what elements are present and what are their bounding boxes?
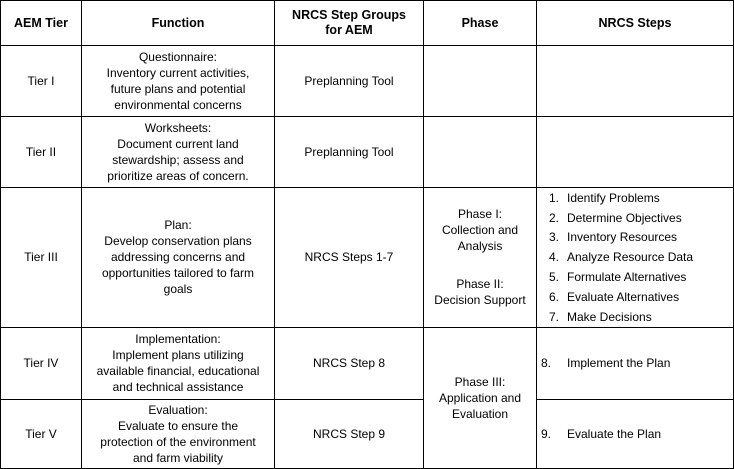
tier-cell: Tier IV	[1, 327, 82, 399]
function-cell	[82, 188, 275, 328]
phase-line: Collection and	[441, 223, 519, 238]
function-line: available financial, educational	[96, 364, 260, 379]
header-step-groups	[275, 1, 424, 46]
list-item	[541, 307, 729, 327]
phase-line: Evaluation	[451, 406, 509, 421]
header-step-groups-line: for AEM	[325, 23, 373, 37]
step-label: Identify Problems	[567, 190, 660, 205]
header-step-groups-line: NRCS Step Groups	[292, 8, 406, 22]
function-line: Document current land	[117, 137, 239, 151]
list-item	[541, 287, 729, 307]
phase-cell-empty	[424, 117, 537, 188]
function-line: opportunities tailored to farm	[101, 266, 255, 281]
function-title: Questionnaire:	[138, 50, 218, 64]
step-9-cell	[537, 399, 734, 468]
phase-line: Application and	[438, 390, 522, 405]
function-title: Worksheets:	[144, 121, 212, 135]
group-cell: NRCS Step 8	[275, 327, 424, 399]
list-item	[541, 267, 729, 287]
function-cell	[82, 46, 275, 117]
tier-cell: Tier V	[1, 399, 82, 468]
step-label: Analyze Resource Data	[567, 250, 694, 265]
phase-cell-1-2	[424, 188, 537, 328]
step-number: 8.	[541, 356, 552, 371]
table-row	[1, 117, 734, 188]
table-row	[1, 327, 734, 399]
function-line: environmental concerns	[114, 98, 242, 112]
function-line: Inventory current activities,	[106, 66, 250, 80]
phase-line: Phase II:	[456, 277, 504, 292]
function-line: stewardship; assess and	[112, 153, 244, 167]
phase-spacer	[428, 254, 532, 276]
group-cell: NRCS Step 9	[275, 399, 424, 468]
step-number: 6.	[548, 289, 559, 304]
header-row	[1, 1, 734, 46]
function-cell	[82, 117, 275, 188]
header-aem-tier: AEM Tier	[1, 1, 82, 46]
function-cell	[82, 399, 275, 468]
function-line: addressing concerns and	[110, 250, 246, 265]
header-phase: Phase	[424, 1, 537, 46]
step-label: Formulate Alternatives	[567, 270, 687, 285]
phase-line: Decision Support	[434, 293, 526, 308]
function-line: and farm viability	[132, 450, 224, 465]
step-number: 4.	[548, 250, 559, 265]
step-label: Evaluate the Plan	[567, 426, 662, 441]
table-row	[1, 399, 734, 468]
step-number: 5.	[548, 270, 559, 285]
function-line: Implement plans utilizing	[112, 348, 244, 363]
function-title: Implementation:	[135, 332, 221, 347]
function-title: Plan:	[164, 218, 192, 233]
table-row	[1, 188, 734, 328]
step-label: Determine Objectives	[567, 210, 682, 225]
function-line: goals	[163, 282, 193, 297]
step-number: 9.	[541, 426, 552, 441]
steps-cell-empty	[537, 117, 734, 188]
tier-cell: Tier II	[1, 117, 82, 188]
phase-cell-empty	[424, 46, 537, 117]
function-line: and technical assistance	[112, 380, 244, 395]
function-line: prioritize areas of concern.	[107, 169, 249, 183]
function-title: Evaluation:	[148, 402, 208, 417]
phase-line: Phase III:	[454, 374, 506, 389]
function-line: future plans and potential	[110, 82, 246, 96]
function-line: Evaluate to ensure the	[117, 418, 239, 433]
step-number: 1.	[548, 190, 559, 205]
header-nrcs-steps: NRCS Steps	[537, 1, 734, 46]
steps-list-cell	[537, 188, 734, 328]
list-item	[541, 208, 729, 228]
step-label: Inventory Resources	[567, 230, 678, 245]
list-item	[541, 188, 729, 208]
step-number: 2.	[548, 210, 559, 225]
phase-line: Analysis	[457, 239, 503, 254]
step-label: Evaluate Alternatives	[567, 289, 680, 304]
step-8-cell	[537, 327, 734, 399]
list-item	[541, 426, 729, 442]
steps-cell-empty	[537, 46, 734, 117]
list-item	[541, 355, 729, 371]
phase-line: Phase I:	[457, 207, 503, 222]
tier-cell: Tier III	[1, 188, 82, 328]
list-item	[541, 247, 729, 267]
function-line: Develop conservation plans	[104, 234, 252, 249]
group-cell: Preplanning Tool	[275, 46, 424, 117]
function-cell	[82, 327, 275, 399]
table-row	[1, 46, 734, 117]
phase-cell-3	[424, 327, 537, 468]
step-number: 3.	[548, 230, 559, 245]
step-label: Make Decisions	[567, 309, 652, 324]
tier-cell: Tier I	[1, 46, 82, 117]
function-line: protection of the environment	[100, 434, 256, 449]
group-cell: Preplanning Tool	[275, 117, 424, 188]
header-function: Function	[82, 1, 275, 46]
step-label: Implement the Plan	[567, 356, 671, 371]
list-item	[541, 228, 729, 248]
step-number: 7.	[548, 309, 559, 324]
group-cell: NRCS Steps 1-7	[275, 188, 424, 328]
